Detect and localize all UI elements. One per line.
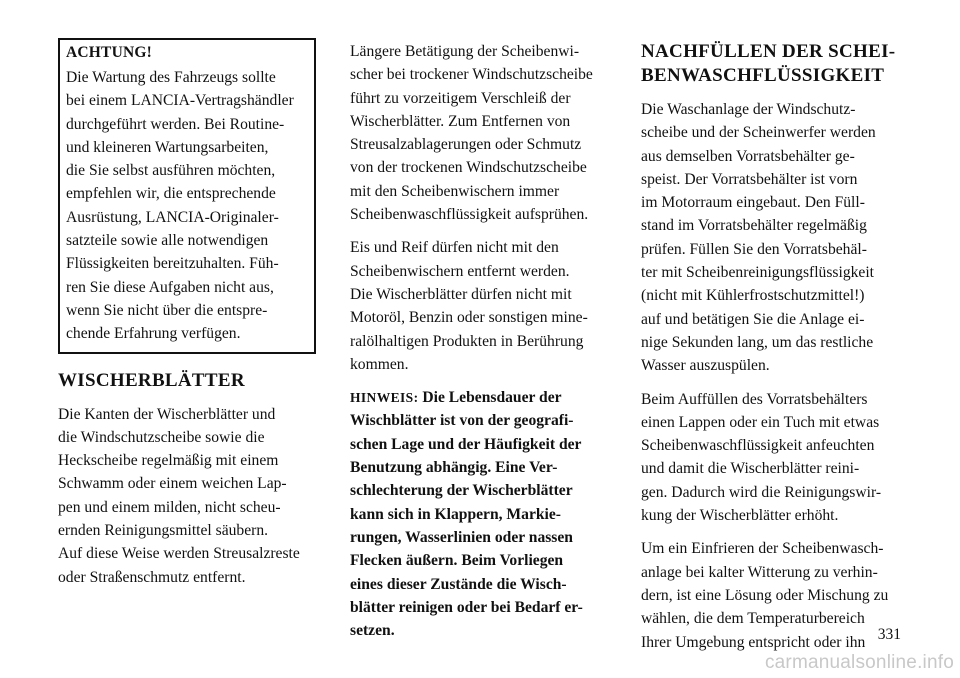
note-text: Die Lebensdauer der Wischblätter ist von der geografi- schen Lage und der Häufigkeit der Benutzung abhängig. Eine Ver- schlechterung der Wischerblätter kann sich in Klappern, Markie- rungen, Wasserlinien oder nassen Flecken äußern. Beim Vorliegen eines dieser Zustände die Wisch- blätter reinigen oder bei Bedarf er- setzen. [350, 389, 583, 640]
washer-heading: NACHFÜLLEN DER SCHEI- BENWASCHFLÜSSIGKEIT [641, 41, 896, 86]
warning-text: Die Wartung des Fahrzeugs sollte bei einem LANCIA-Vertragshändler durchgeführt werden. Bei Routine- und kleineren Wartungsarbeiten, die Sie selbst ausführen möchten, empfehlen wir, die entsprechende Ausrüstung, LANCIA-Originaler- satzteile sowie alle notwendigen Flüssigkeiten bereitzuhalten. Füh- ren Sie diese Aufgaben nicht aus, wenn Sie nicht über die entspre- chende Erfahrung verfügen. [66, 69, 294, 343]
washer-paragraph-3: Um ein Einfrieren der Scheibenwasch- anlage bei kalter Witterung zu verhin- dern, ist eine Lösung oder Mischung zu wählen, die dem Temperaturbereich Ihrer Umgebung entspricht oder ihn [641, 540, 889, 651]
right-column [641, 40, 898, 664]
wiper-paragraph-2: Längere Betätigung der Scheibenwi- scher bei trockener Windschutzscheibe führt zu vorzeitigem Verschleiß der Wischerblätter. Zum Entfernen von Streusalzablagerungen oder Schmutz von der trockenen Windschutzscheibe mit den Scheibenwischern immer Scheibenwaschflüssigkeit aufsprühen. [350, 43, 593, 224]
washer-paragraph-1: Die Waschanlage der Windschutz- scheibe und der Scheinwerfer werden aus demselben Vorratsbehälter ge- speist. Der Vorratsbehälter ist vorn im Motorraum eingebaut. Den Füll- stand im Vorratsbehälter regelmäßig prüfen. Füllen Sie den Vorratsbehäl- ter mit Scheibenreinigungsflüssigkeit (nicht mit Kühlerfrostschutzmittel!) auf und betätigen Sie die Anlage ei- nige Sekunden lang, um das restliche Wasser auszuspülen. [641, 101, 876, 375]
note-label: HINWEIS: [350, 390, 419, 406]
warning-box [58, 38, 316, 354]
warning-title: ACHTUNG! [66, 44, 152, 61]
page-number: 331 [877, 626, 901, 643]
wiper-paragraph: Die Kanten der Wischerblätter und die Windschutzscheibe sowie die Heckscheibe regelmäßig mit einem Schwamm oder einem weichen Lap- pen und einem milden, nicht scheu- ernden Reinigungsmittel säubern. Auf diese Weise werden Streusalzreste oder Straßenschmutz entfernt. [58, 405, 300, 586]
note-block [350, 386, 606, 642]
watermark-text: carmanualsonline.info [764, 652, 954, 673]
wiper-paragraph-3: Eis und Reif dürfen nicht mit den Scheibenwischern entfernt werden. Die Wischerblätter dürfen nicht mit Motoröl, Benzin oder sonstigen mine- ralölhaltigen Produkten in Berührung kommen. [350, 239, 588, 373]
middle-column [350, 40, 606, 642]
washer-paragraph-2: Beim Auffüllen des Vorratsbehälters einen Lappen oder ein Tuch mit etwas Scheibenwaschflüssigkeit anfeuchten und damit die Wischerblätter reini- gen. Dadurch wird die Reinigungswir- kung der Wischerblätter erhöht. [641, 390, 882, 525]
wiper-heading: WISCHERBLÄTTER [58, 369, 245, 391]
left-column [58, 38, 316, 599]
